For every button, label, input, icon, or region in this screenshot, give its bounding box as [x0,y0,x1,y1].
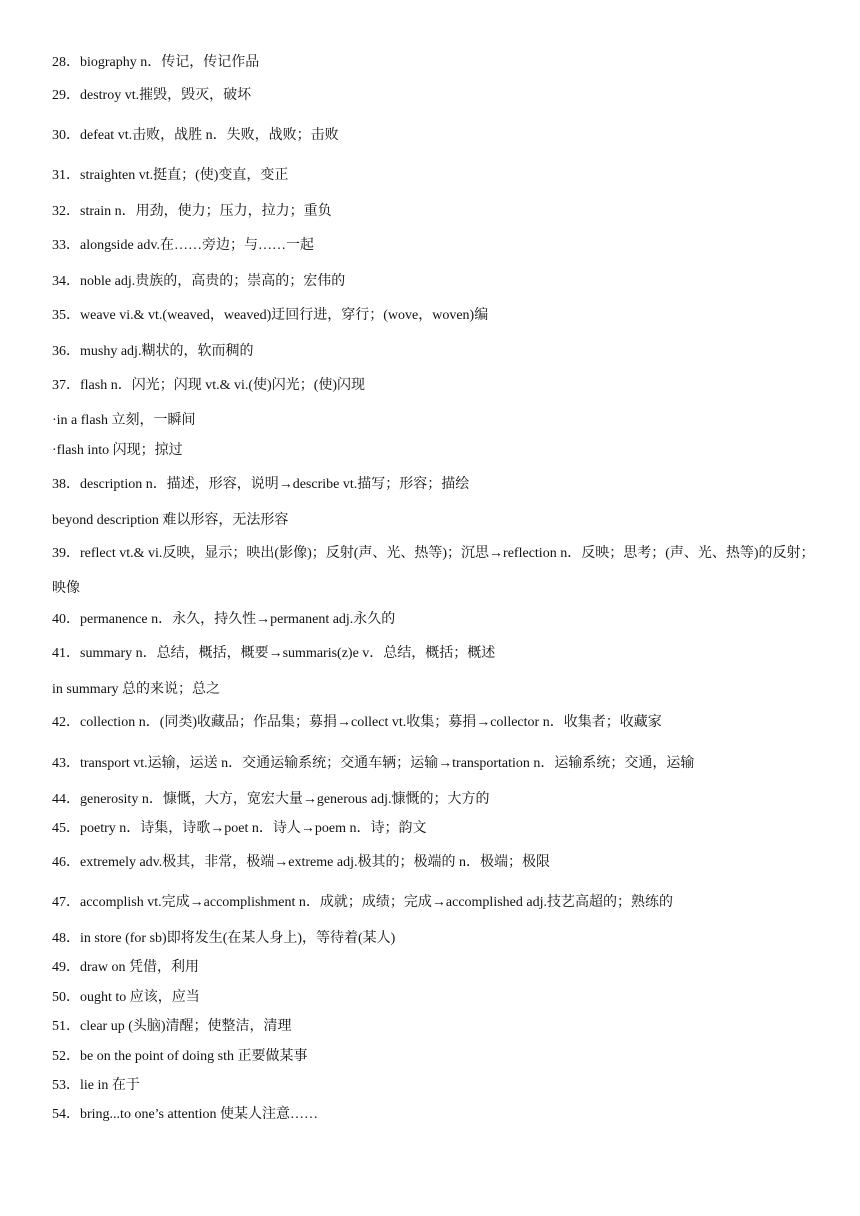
entry-28: 28．biography n．传记，传记作品 [52,55,260,70]
entry-51: 51．clear up (头脑)清醒；使整洁，清理 [52,1019,292,1034]
phrase-in-a-flash: ·in a flash 立刻，一瞬间 [52,413,196,428]
entry-32: 32．strain n．用劲，使力；压力，拉力；重负 [52,204,332,219]
phrase-beyond-description: beyond description 难以形容，无法形容 [52,513,289,528]
entry-41: 41．summary n．总结，概括，概要→summaris(z)e v．总结，概括；概述 [52,646,496,661]
entry-46: 46．extremely adv.极其，非常，极端→extreme adj.极其的；极端的 n．极端；极限 [52,855,550,870]
entry-47: 47．accomplish vt.完成→accomplishment n．成就；成绩；完成→accomplished adj.技艺高超的；熟练的 [52,895,673,910]
entry-40: 40．permanence n．永久，持久性→permanent adj.永久的 [52,612,396,627]
entry-30: 30．defeat vt.击败，战胜 n．失败，战败；击败 [52,128,339,143]
entry-39: 39．reflect vt.& vi.反映，显示；映出(影像)；反射(声、光、热等)；沉思→reflection n．反映；思考；(声、光、热等)的反射；映像 [52,546,815,596]
entry-45: 45．poetry n．诗集，诗歌→poet n．诗人→poem n．诗；韵文 [52,821,427,836]
entry-42: 42．collection n．(同类)收藏品；作品集；募捐→collect vt.收集；募捐→collector n．收集者；收藏家 [52,715,662,730]
entry-53: 53．lie in 在于 [52,1078,140,1093]
entry-38: 38．description n．描述，形容，说明→describe vt.描写；形容；描绘 [52,477,470,492]
entry-35: 35．weave vi.& vt.(weaved，weaved)迂回行进，穿行；(wove，woven)编 [52,308,489,323]
entry-33: 33．alongside adv.在……旁边；与……一起 [52,238,314,253]
entry-52: 52．be on the point of doing sth 正要做某事 [52,1049,308,1064]
phrase-in-summary: in summary 总的来说；总之 [52,682,220,697]
phrase-flash-into: ·flash into 闪现；掠过 [52,443,183,458]
entry-43: 43．transport vt.运输，运送 n．交通运输系统；交通车辆；运输→transportation n．运输系统；交通，运输 [52,756,695,771]
entry-29: 29．destroy vt.摧毁，毁灭，破坏 [52,88,252,103]
entry-36: 36．mushy adj.糊状的，软而稠的 [52,344,254,359]
entry-37: 37．flash n．闪光；闪现 vt.& vi.(使)闪光；(使)闪现 [52,378,366,393]
entry-50: 50．ought to 应该，应当 [52,990,200,1005]
entry-48: 48．in store (for sb)即将发生(在某人身上)，等待着(某人) [52,931,396,946]
entry-31: 31．straighten vt.挺直；(使)变直，变正 [52,168,289,183]
entry-34: 34．noble adj.贵族的，高贵的；崇高的；宏伟的 [52,274,346,289]
entry-54: 54．bring...to one’s attention 使某人注意…… [52,1107,318,1122]
entry-44: 44．generosity n．慷慨，大方，宽宏大量→generous adj.慷慨的；大方的 [52,792,490,807]
entry-49: 49．draw on 凭借，利用 [52,960,199,975]
